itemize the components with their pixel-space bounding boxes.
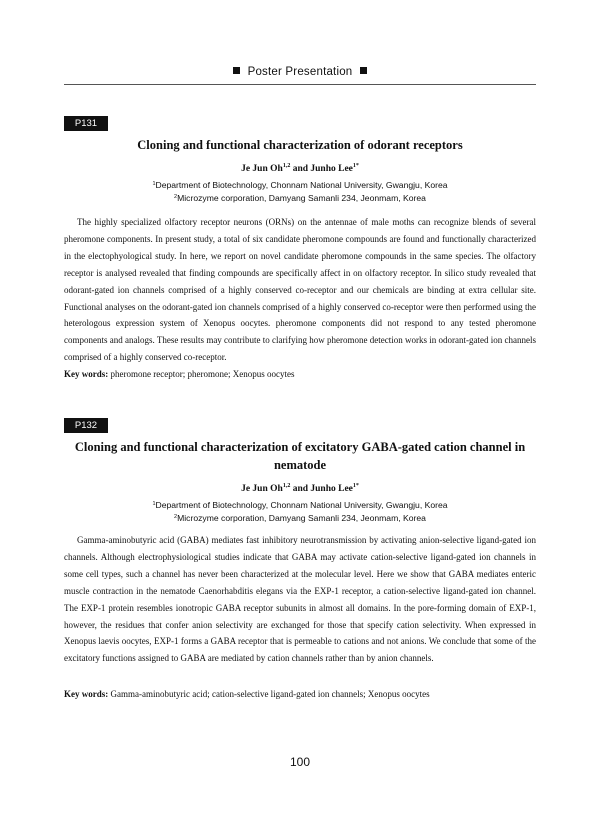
affiliation-text: Department of Biotechnology, Chonnam National University, Gwangju, Korea xyxy=(155,180,448,190)
affiliation-line xyxy=(64,499,536,512)
keywords-line xyxy=(64,687,536,701)
abstract-text: Gamma-aminobutyric acid (GABA) mediates fast inhibitory neurotransmission by activating anion-selective ligand-gated ion channels. Although electrophysiological studies indicate that GABA may activate cation-selective ligand-gated ion channels in some cell types, such a channel has never been characterized at the molecular level. Here we show that GABA mediates enteric muscle contraction in the nematode Caenorhabditis elegans via the EXP-1 receptor, a cation-selective ligand-gated ion channel. The EXP-1 protein resembles ionotropic GABA receptor subunits in almost all domains. In the pore-forming domain of EXP-1, however, the residues that confer anion selectivity are exchanged for those that specify cation selectivity. When expressed in Xenopus laevis oocytes, EXP-1 forms a GABA receptor that is permeable to cations and not anions. We conclude that some of the excitatory functions assigned to GABA are mediated by cation channels rather than by anion channels. xyxy=(64,535,536,664)
keywords-label: Key words: xyxy=(64,369,109,379)
abstract-text: The highly specialized olfactory receptor neurons (ORNs) on the antennae of male moths can recognize blends of several pheromone components. In present study, a total of six candidate pheromone compounds are found and functionally characterized in the electophyological study. In here, we report on novel candidate pheromone compounds in the same species. The olfactory receptor is analysed revealed that finding compounds are specifically affect in on olfactory receptor. In silico study revealed that odorant-gated ion channels comprised of a highly conserved co-receptor and our chemicals are binding at extra cellular site. Functional analyses on the odorant-gated ion channels comprised of a highly conserved co-receptor were then performed using the heterologous expression system of Xenopus oocytes. pheromone components did not respond to any tested pheromone components and analogs. These results may contribute to clarifying how pheromone detection works in odorant-gated ion channels comprised of a highly conserved co-receptor. xyxy=(64,217,536,363)
affiliations xyxy=(64,179,536,205)
affiliation-mark: 2 xyxy=(174,194,178,200)
keywords-label: Key words: xyxy=(64,689,109,699)
running-header-text: Poster Presentation xyxy=(247,66,353,78)
affiliation-text: Microzyme corporation, Damyang Samanli 234, Jeonmam, Korea xyxy=(177,193,426,203)
author-name: Junho Lee xyxy=(310,484,353,494)
affiliation-text: Department of Biotechnology, Chonnam National University, Gwangju, Korea xyxy=(155,500,448,510)
poster-id-badge: P131 xyxy=(64,116,108,131)
square-bullet-icon xyxy=(233,67,240,74)
affiliation-text: Microzyme corporation, Damyang Samanli 234, Jeonmam, Korea xyxy=(177,513,426,523)
poster-id-badge: P132 xyxy=(64,418,108,433)
author-affiliation-mark: 1* xyxy=(352,483,359,489)
keywords-line xyxy=(64,367,536,381)
author-name: Junho Lee xyxy=(310,164,353,174)
affiliations xyxy=(64,499,536,525)
author-name: Je Jun Oh xyxy=(241,484,283,494)
page-number: 100 xyxy=(289,755,311,769)
header-divider xyxy=(64,84,536,85)
keywords-values: Gamma-aminobutyric acid; cation-selective ligand-gated ion channels; Xenopus oocytes xyxy=(108,689,430,699)
author-conjunction: and xyxy=(290,164,311,174)
affiliation-line xyxy=(64,192,536,205)
author-affiliation-mark: 1* xyxy=(352,163,359,169)
author-line xyxy=(64,484,536,494)
author-affiliation-mark: 1,2 xyxy=(282,483,291,489)
running-header xyxy=(64,66,536,78)
poster-title: Cloning and functional characterization of odorant receptors xyxy=(137,138,463,152)
affiliation-mark: 2 xyxy=(174,514,178,520)
author-line xyxy=(64,164,536,174)
author-affiliation-mark: 1,2 xyxy=(282,163,291,169)
affiliation-line xyxy=(64,179,536,192)
author-name: Je Jun Oh xyxy=(241,164,283,174)
affiliation-mark: 1 xyxy=(152,501,156,507)
poster-title: Cloning and functional characterization of excitatory GABA-gated cation channel in nematode xyxy=(74,440,526,472)
affiliation-mark: 1 xyxy=(152,181,156,187)
author-conjunction: and xyxy=(290,484,311,494)
keywords-values: pheromone receptor; pheromone; Xenopus oocytes xyxy=(108,369,295,379)
square-bullet-icon xyxy=(360,67,367,74)
affiliation-line xyxy=(64,512,536,525)
